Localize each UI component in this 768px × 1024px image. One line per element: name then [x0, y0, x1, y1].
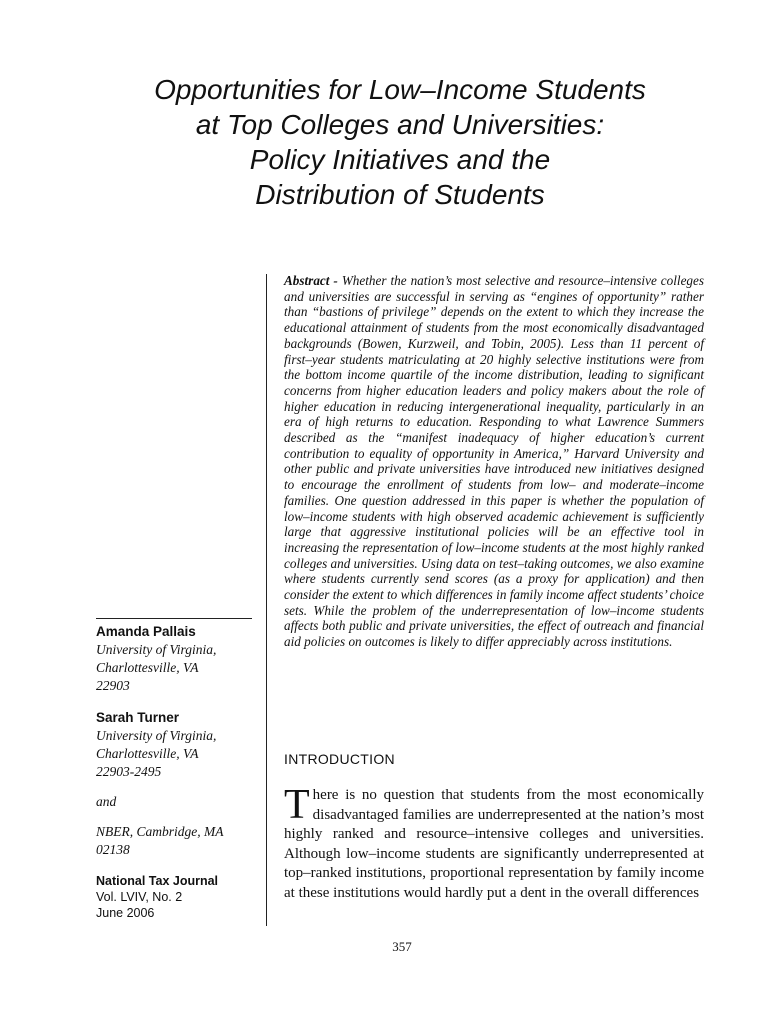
- page-number: 357: [392, 939, 412, 954]
- title-line: Opportunities for Low–Income Students: [154, 74, 646, 105]
- extra-affiliation: 02138: [96, 842, 130, 857]
- title-line: Distribution of Students: [255, 179, 545, 210]
- author-affiliation: University of Virginia,: [96, 642, 217, 657]
- section-heading: INTRODUCTION: [284, 751, 395, 767]
- journal-volume: Vol. LVIV, No. 2: [96, 890, 183, 904]
- drop-cap: T: [284, 782, 310, 828]
- title-line: Policy Initiatives and the: [249, 144, 551, 175]
- author-block: [96, 623, 252, 695]
- intro-paragraph: [284, 782, 704, 903]
- journal-date: June 2006: [96, 906, 155, 920]
- author-name: Sarah Turner: [96, 710, 180, 725]
- author-affiliation: 22903-2495: [96, 764, 162, 779]
- extra-affiliation: NBER, Cambridge, MA: [96, 824, 224, 839]
- author-affiliation: Charlottesville, VA: [96, 746, 199, 761]
- author-sidebar: [96, 618, 252, 921]
- and-text: and: [96, 794, 117, 809]
- intro-text: here is no question that students from the most economically disadvantaged families are underrepresented at the nation’s most highly ranked and resource–intensive colleges and universities. Although low–income students are significantly underrepresented at top–ranked institutions, proportional representation by family income at these institutions would hardly put a dent in the overall differences: [284, 787, 704, 901]
- abstract: [284, 273, 704, 650]
- author-name: Amanda Pallais: [96, 624, 196, 639]
- author-affiliation: University of Virginia,: [96, 728, 217, 743]
- article-title: [60, 72, 740, 212]
- title-line: at Top Colleges and Universities:: [195, 109, 605, 140]
- abstract-text: Whether the nation’s most selective and resource–intensive colleges and universities are successful in serving as “engines of opportunity” rather than “bastions of privilege” depends on the extent to which they increase the educational attainment of students from the most economically disadvantaged backgrounds (Bowen, Kurzweil, and Tobin, 2005). Less than 11 percent of first–year students matriculating at 20 highly selective institutions were from the bottom income quartile of the income distribution, leading to significant concerns from higher education leaders and policy makers about the role of higher education in reducing intergenerational inequality, particularly in an era of high returns to education. Responding to what Lawrence Summers described as the “manifest inadequacy of higher education’s current contribution to equality of opportunity in America,” Harvard University and other public and private universities have introduced new initiatives designed to encourage the enrollment of students from low– and moderate–income families. One question addressed in this paper is whether the population of low–income students with high observed academic achievement is sufficiently large that aggressive institutional policies will be an effective tool in increasing the representation of low–income students at the most highly ranked colleges and universities. Using data on test–taking outcomes, we also examine where students currently send scores (as a proxy for application) and then consider the extent to which differences in family income affect students’ choice sets. While the problem of the underrepresentation of low–income students affects both public and private universities, the effect of outreach and financial aid policies on outcomes is likely to differ appreciably across institutions.: [284, 273, 705, 650]
- author-affiliation: 22903: [96, 678, 130, 693]
- author-block: [96, 709, 252, 781]
- column-divider: [266, 274, 267, 926]
- author-affiliation: Charlottesville, VA: [96, 660, 199, 675]
- abstract-label: Abstract -: [284, 273, 338, 288]
- journal-name: National Tax Journal: [96, 874, 219, 888]
- sidebar-rule: [96, 618, 252, 619]
